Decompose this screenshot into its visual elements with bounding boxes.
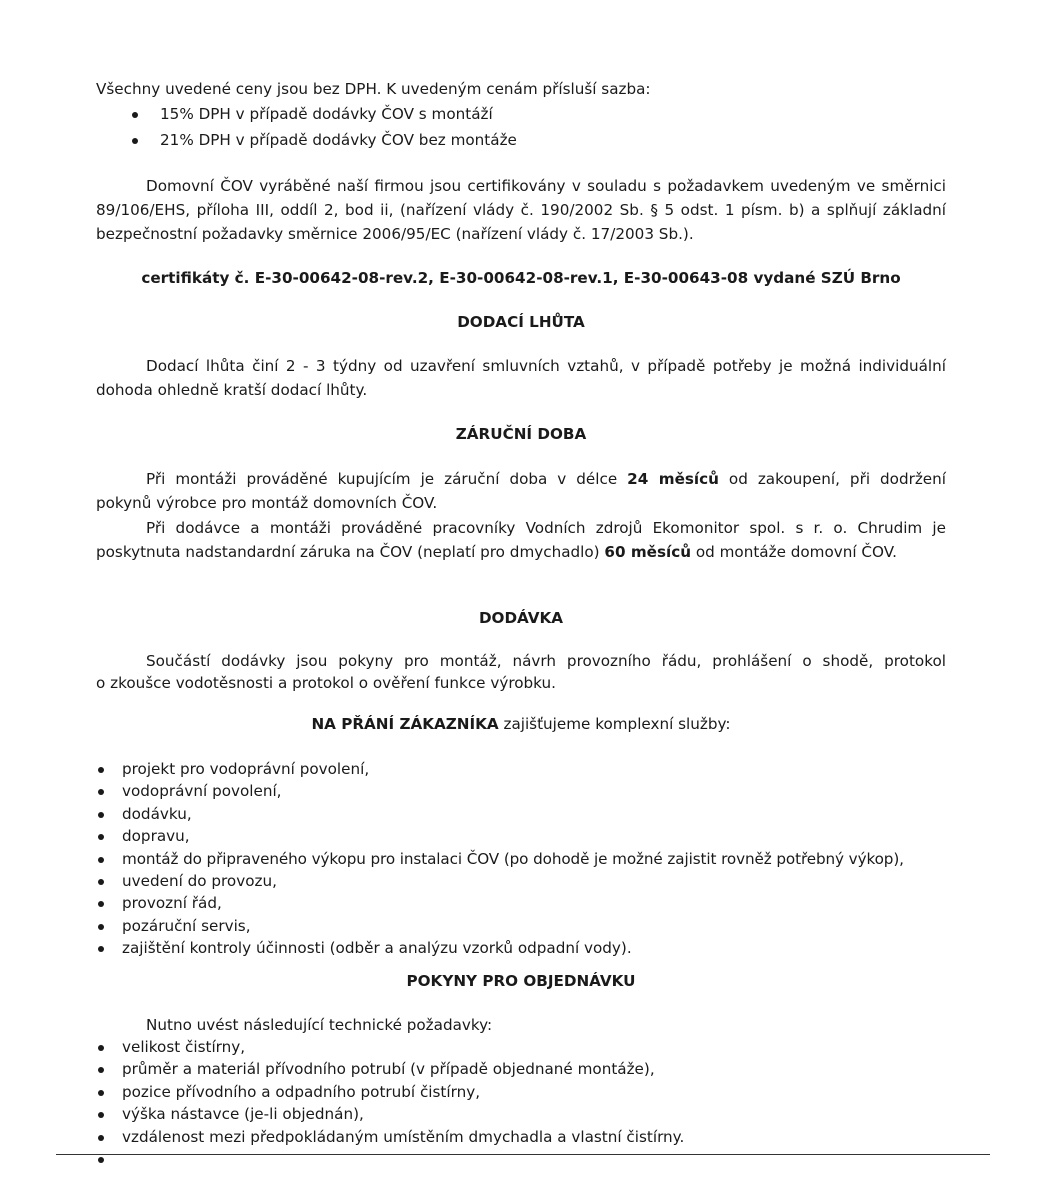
list-item [96,915,904,937]
bullet-icon [98,812,104,818]
list-item [96,127,517,153]
bullet-icon [98,1090,104,1096]
paragraph-line: Při dodávce a montáži prováděné pracovníky Vodních zdrojů Ekomonitor spol. s r. o. Chrudim je [146,519,946,537]
services-intro-text: zajišťujeme komplexní služby: [498,715,731,733]
section-heading-warranty: ZÁRUČNÍ DOBA [455,425,587,443]
section-heading-delivery-time: DODACÍ LHŮTA [457,313,585,331]
bullet-icon [98,834,104,840]
paragraph-line: Součástí dodávky jsou pokyny pro montáž, návrh provozního řádu, prohlášení o shodě, protokol [146,652,946,670]
bullet-icon [98,946,104,952]
vat-list [96,101,517,153]
list-item [96,803,904,825]
bullet-icon [98,1157,104,1163]
list-item-text: 21% DPH v případě dodávky ČOV bez montáže [160,131,517,149]
warranty-paragraph-1 [96,467,946,515]
supply-paragraph [96,650,946,694]
warranty-period-24: 24 měsíců [627,470,719,488]
bullet-icon [98,1112,104,1118]
list-item [96,1058,684,1080]
vat-intro: Všechny uvedené ceny jsou bez DPH. K uvedeným cenám přísluší sazba: [96,80,651,98]
list-item [96,1081,684,1103]
bullet-icon [98,1135,104,1141]
paragraph-line: Domovní ČOV vyráběné naší firmou jsou certifikovány v souladu s požadavkem uvedeným ve směrnici [146,177,946,195]
bullet-icon [98,901,104,907]
list-item [96,1148,684,1170]
warranty-text: od zakoupení, při dodržení [718,470,946,488]
paragraph-line: o zkoušce vodotěsnosti a protokol o ověření funkce výrobku. [96,674,556,692]
paragraph-line: pokynů výrobce pro montáž domovních ČOV. [96,494,438,512]
bullet-icon [98,1045,104,1051]
list-item-text: výška nástavce (je-li objednán), [122,1105,364,1124]
list-item-text: vzdálenost mezi předpokládaným umístěním dmychadla a vlastní čistírny. [122,1127,685,1146]
order-intro: Nutno uvést následující technické požadavky: [146,1016,493,1034]
list-item-text: projekt pro vodoprávní povolení, [122,760,370,778]
services-intro-bold: NA PŘÁNÍ ZÁKAZNÍKA [311,715,499,733]
paragraph-line: Dodací lhůta činí 2 - 3 týdny od uzavření smluvních vztahů, v případě potřeby je možná individuální [146,357,946,375]
warranty-text: poskytnuta nadstandardní záruka na ČOV (neplatí pro dmychadlo) [96,543,605,561]
list-item [96,1036,684,1058]
list-item-text: dodávku, [122,804,192,823]
bullet-icon [132,138,138,144]
list-item-text: vodoprávní povolení, [122,782,282,801]
list-item [96,870,904,892]
bullet-icon [98,767,104,773]
bullet-icon [98,789,104,795]
paragraph-line [96,467,946,491]
list-item [96,825,904,847]
paragraph-line: bezpečnostní požadavky směrnice 2006/95/EC (nařízení vlády č. 17/2003 Sb.). [96,225,694,243]
bullet-icon [98,857,104,863]
list-item [96,101,517,127]
list-item-text: velikost čistírny, [122,1038,246,1056]
paragraph-line: dohoda ohledně kratší dodací lhůty. [96,381,368,399]
list-item [96,758,904,780]
certification-paragraph [96,174,946,246]
page-divider [56,1154,990,1155]
bullet-icon [98,1067,104,1073]
warranty-period-60: 60 měsíců [604,543,692,561]
section-heading-order: POKYNY PRO OBJEDNÁVKU [406,972,636,990]
warranty-text: od montáže domovní ČOV. [691,543,897,561]
list-item-text: 15% DPH v případě dodávky ČOV s montáží [160,105,493,123]
list-item-text: montáž do připraveného výkopu pro instalaci ČOV (po dohodě je možné zajistit rovněž potřebný výkop), [122,849,904,868]
list-item [96,848,904,870]
bullet-icon [132,112,138,118]
certificates-line: certifikáty č. E-30-00642-08-rev.2, E-30-00642-08-rev.1, E-30-00643-08 vydané SZÚ Brno [141,269,901,287]
list-item [96,892,904,914]
order-list [96,1036,684,1170]
list-item-text: dopravu, [122,827,190,846]
list-item [96,1126,684,1148]
warranty-paragraph-2 [96,516,946,564]
warranty-text: Při montáži prováděné kupujícím je záruční doba v délce [146,470,628,488]
list-item-text: pozáruční servis, [122,916,251,935]
list-item-text: pozice přívodního a odpadního potrubí čistírny, [122,1082,481,1101]
list-item [96,780,904,802]
list-item-text: zajištění kontroly účinnosti (odběr a analýzu vzorků odpadní vody). [122,939,632,958]
services-intro [96,715,946,733]
delivery-time-paragraph [96,354,946,402]
bullet-icon [98,879,104,885]
list-item-text: uvedení do provozu, [122,872,277,891]
section-heading-supply: DODÁVKA [478,609,564,627]
services-list [96,758,904,960]
paragraph-line [96,540,946,564]
bullet-icon [98,924,104,930]
paragraph-line: 89/106/EHS, příloha III, oddíl 2, bod ii, (nařízení vlády č. 190/2002 Sb. § 5 odst. 1 písm. b) a splňují základní [96,201,946,219]
list-item [96,1103,684,1125]
list-item [96,937,904,959]
list-item-text: provozní řád, [122,894,222,913]
list-item-text: průměr a materiál přívodního potrubí (v případě objednané montáže), [122,1060,655,1079]
